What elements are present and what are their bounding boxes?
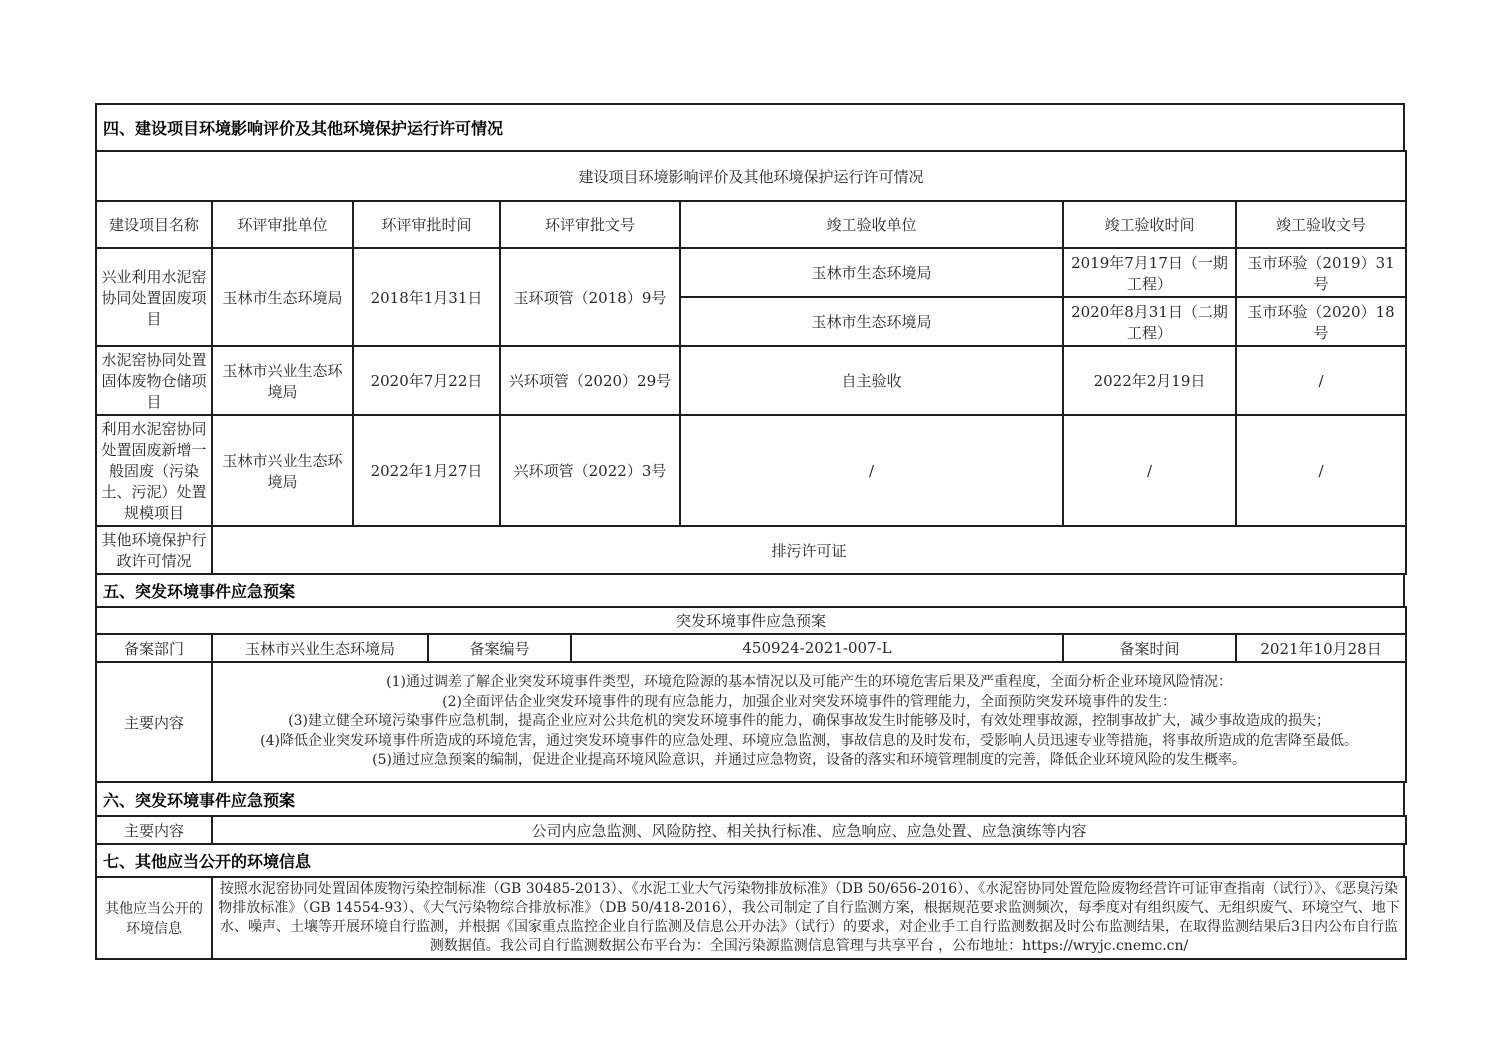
- eia-doc-cell: 玉环项管（2018）9号: [500, 248, 680, 346]
- filing-dept-label: 备案部门: [96, 634, 212, 662]
- eia-date-cell: 2020年7月22日: [353, 346, 500, 415]
- table-caption-row: [96, 151, 1406, 201]
- main-content-row: [96, 816, 1406, 844]
- eia-table-caption: 建设项目环境影响评价及其他环境保护运行许可情况: [96, 151, 1406, 201]
- main-content-line: (1)通过调差了解企业突发环境事件类型，环境危险源的基本情况以及可能产生的环境危害后果及严重程度，全面分析企业环境风险情况：: [386, 674, 1232, 691]
- emergency-plan-table: [95, 606, 1407, 783]
- main-content-row: [96, 662, 1406, 782]
- other-permit-row: [96, 526, 1406, 574]
- other-permit-label: 其他环境保护行政许可情况: [96, 526, 212, 574]
- filing-time-value: 2021年10月28日: [1236, 634, 1406, 662]
- acceptance-unit-cell: 玉林市生态环境局: [680, 297, 1063, 346]
- emergency-plan-summary-table: [95, 815, 1407, 845]
- eia-unit-cell: 玉林市兴业生态环境局: [212, 415, 353, 526]
- table-header-row: [96, 201, 1406, 248]
- main-content-label: 主要内容: [96, 816, 212, 844]
- section7-heading-text: 七、其他应当公开的环境信息: [103, 854, 312, 871]
- table-row: [96, 248, 1406, 297]
- filing-no-label: 备案编号: [428, 634, 571, 662]
- eia-unit-cell: 玉林市兴业生态环境局: [212, 346, 353, 415]
- table-caption-row: [96, 607, 1406, 634]
- acceptance-unit-cell: /: [680, 415, 1063, 526]
- main-content-line: (5)通过应急预案的编制，促进企业提高环境风险意识，并通过应急物资，设备的落实和环境管理制度的完善，降低企业环境风险的发生概率。: [372, 752, 1246, 769]
- eia-permit-table: [95, 150, 1407, 575]
- environmental-disclosure-document: [95, 103, 1405, 960]
- filing-record-row: [96, 634, 1406, 662]
- main-content-lines: [212, 662, 1406, 782]
- other-info-label: 其他应当公开的环境信息: [96, 877, 212, 959]
- acceptance-doc-cell: 玉市环验（2020）18号: [1236, 297, 1406, 346]
- section7-heading: [95, 843, 1405, 878]
- table-row: [96, 346, 1406, 415]
- column-header-acceptance-date: 竣工验收时间: [1063, 201, 1236, 248]
- acceptance-unit-cell: 玉林市生态环境局: [680, 248, 1063, 297]
- section4-heading: [95, 103, 1405, 152]
- eia-doc-cell: 兴环项管（2022）3号: [500, 415, 680, 526]
- acceptance-doc-cell: 玉市环验（2019）31号: [1236, 248, 1406, 297]
- acceptance-unit-cell: 自主验收: [680, 346, 1063, 415]
- column-header-eia-doc: 环评审批文号: [500, 201, 680, 248]
- section6-heading-text: 六、突发环境事件应急预案: [103, 792, 296, 810]
- other-info-content: 按照水泥窑协同处置固体废物污染控制标准（GB 30485-2013）、《水泥工业大气污染物排放标准》（DB 50/656-2016）、《水泥窑协同处置危险废物经营许可证审查指南（试行）》、《恶臭污染物排放标准》（GB 14554-93）、《大气污染物综合排放标准》（DB 50/418-2016），我公司制定了自行监测方案，根据规范要求监测频次，每季度对有组织废气、无组织废气、环境空气、地下水、噪声、土壤等开展环境自行监测，并根据《国家重点监控企业自行监测及信息公开办法》（试行）的要求，对企业手工自行监测数据及时公布监测结果，在取得监测结果后3日内公布自行监测数据值。我公司自行监测数据公布平台为：全国污染源监测信息管理与共享平台 ，公布地址：https://wryjc.cnemc.cn/: [212, 877, 1406, 959]
- other-info-row: [96, 877, 1406, 959]
- section6-heading: [95, 781, 1405, 817]
- project-name-cell: 利用水泥窑协同处置固废新增一般固废（污染土、污泥）处置规模项目: [96, 415, 212, 526]
- main-content-line: (4)降低企业突发环境事件所造成的环境危害，通过突发环境事件的应急处理、环境应急监测，事故信息的及时发布，受影响人员迅速专业等措施，将事故所造成的危害降至最低。: [260, 732, 1358, 749]
- main-content-value: 公司内应急监测、风险防控、相关执行标准、应急响应、应急处置、应急演练等内容: [212, 816, 1406, 844]
- acceptance-date-cell: /: [1063, 415, 1236, 526]
- filing-time-label: 备案时间: [1063, 634, 1236, 662]
- eia-unit-cell: 玉林市生态环境局: [212, 248, 353, 346]
- acceptance-date-cell: 2022年2月19日: [1063, 346, 1236, 415]
- filing-no-value: 450924-2021-007-L: [571, 634, 1063, 662]
- eia-date-cell: 2022年1月27日: [353, 415, 500, 526]
- other-environment-info-table: [95, 876, 1407, 960]
- main-content-line: (2)全面评估企业突发环境事件的现有应急能力，加强企业对突发环境事件的管理能力，全面预防突发环境事件的发生：: [442, 693, 1176, 710]
- main-content-line: (3)建立健全环境污染事件应急机制，提高企业应对公共危机的突发环境事件的能力，确保事故发生时能够及时，有效处理事故源，控制事故扩大，减少事故造成的损失；: [288, 713, 1330, 730]
- project-name-cell: 兴业利用水泥窑协同处置固废项目: [96, 248, 212, 346]
- acceptance-doc-cell: /: [1236, 415, 1406, 526]
- acceptance-date-cell: 2020年8月31日（二期工程）: [1063, 297, 1236, 346]
- eia-date-cell: 2018年1月31日: [353, 248, 500, 346]
- main-content-label: 主要内容: [96, 662, 212, 782]
- acceptance-doc-cell: /: [1236, 346, 1406, 415]
- column-header-project-name: 建设项目名称: [96, 201, 212, 248]
- section5-heading-text: 五、突发环境事件应急预案: [103, 584, 296, 601]
- section5-heading: [95, 573, 1405, 608]
- table-row: [96, 415, 1406, 526]
- other-permit-value: 排污许可证: [212, 526, 1406, 574]
- column-header-acceptance-doc: 竣工验收文号: [1236, 201, 1406, 248]
- section4-heading-text: 四、建设项目环境影响评价及其他环境保护运行许可情况: [103, 121, 504, 138]
- project-name-cell: 水泥窑协同处置固体废物仓储项目: [96, 346, 212, 415]
- eia-doc-cell: 兴环项管（2020）29号: [500, 346, 680, 415]
- column-header-acceptance-unit: 竣工验收单位: [680, 201, 1063, 248]
- emergency-table-caption: 突发环境事件应急预案: [96, 607, 1406, 634]
- column-header-eia-unit: 环评审批单位: [212, 201, 353, 248]
- acceptance-date-cell: 2019年7月17日（一期工程）: [1063, 248, 1236, 297]
- filing-dept-value: 玉林市兴业生态环境局: [212, 634, 428, 662]
- column-header-eia-date: 环评审批时间: [353, 201, 500, 248]
